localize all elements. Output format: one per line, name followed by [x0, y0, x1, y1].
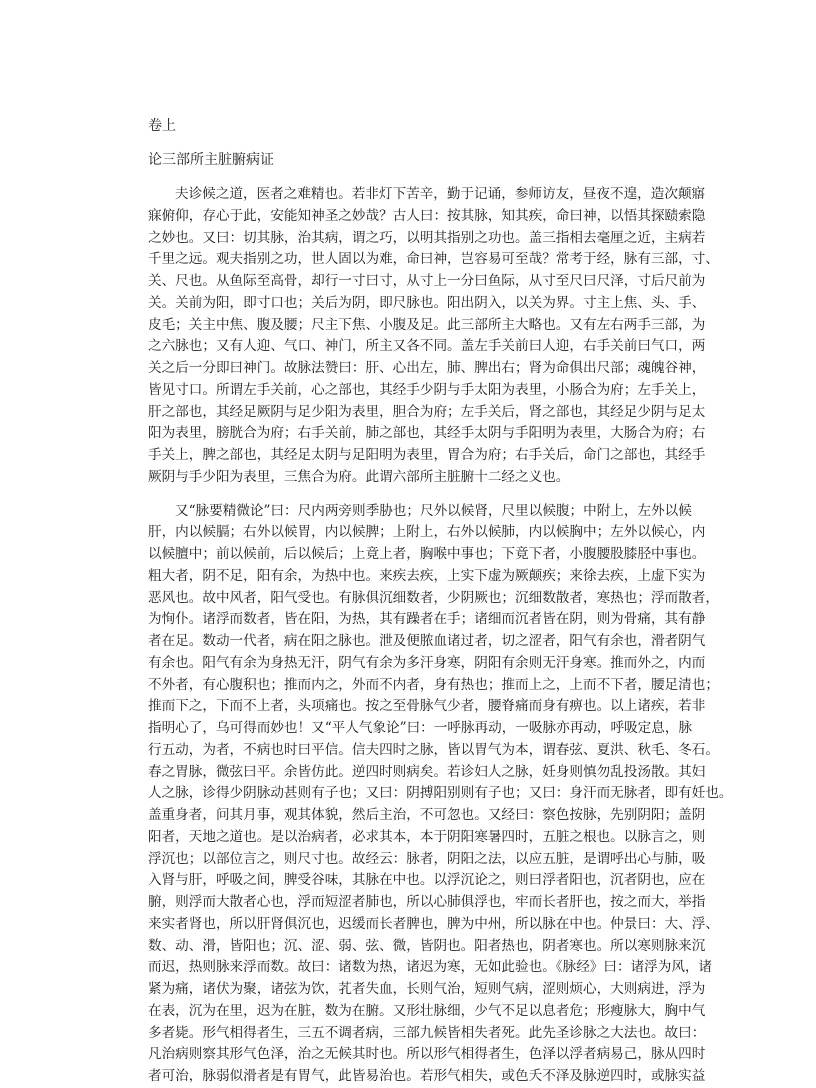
text-line: 千里之远。观夫指别之功，世人固以为难，命曰神，岂容易可至哉？常考于经，脉有三部，寸、 — [148, 251, 719, 268]
volume-heading: 卷上 — [148, 118, 176, 134]
text-line: 夫诊候之道，医者之难精也。若非灯下苦辛，勤于记诵，参师访友，昼夜不遑，造次颠寤 — [175, 186, 706, 202]
text-line: 皮毛；关主中焦、腹及腰；尺主下焦、小腹及足。此三部所主大略也。又有左右两手三部，为 — [148, 316, 706, 333]
document-body — [148, 184, 733, 1088]
text-line: 肝，内以候膈；右外以候胃，内以候脾；上附上，右外以候肺，内以候胸中；左外以候心，内 — [148, 524, 706, 541]
text-line: 者可治，脉弱似滑者是有胃气，此皆易治也。若形气相失，或色夭不泽及脉逆四时，或脉实益 — [148, 1068, 706, 1084]
text-line: 关。关前为阳，即寸口也；关后为阴，即尺脉也。阳出阴入，以关为界。寸主上焦、头、手、 — [148, 294, 706, 311]
text-line: 浮沉也；以部位言之，则尺寸也。故经云：脉者，阴阳之法，以应五脏，是谓呼出心与肺，吸 — [148, 850, 706, 867]
text-line: 推而下之，下而不上者，头项痛也。按之至骨脉气少者，腰脊痛而身有痹也。以上诸疾，若非 — [148, 698, 706, 715]
text-line: 之妙也。又曰：切其脉，治其病，谓之巧，以明其指别之功也。盖三指相去毫厘之近，主病若 — [148, 229, 706, 246]
text-line: 手关上，脾之部也，其经足太阴与足阳明为表里，胃合为府；右手关后，命门之部也，其经手 — [148, 447, 706, 463]
text-line: 有余也。阳气有余为身热无汗，阴气有余为多汗身寒，阴阳有余则无汗身寒。推而外之，内而 — [148, 654, 706, 671]
text-line: 在表，沉为在里，迟为在脏，数为在腑。又形壮脉细，少气不足以息者危；形瘦脉大，胸中气 — [148, 1002, 706, 1019]
text-line: 行五动，为者，不病也时曰平信。信夫四时之脉，皆以胃气为本，谓春弦、夏洪、秋毛、冬石。 — [148, 741, 719, 758]
text-line: 关之后一分即曰神门。故脉法赞曰：肝、心出左，肺、脾出右；肾为命俱出尺部；魂魄谷神， — [148, 360, 706, 376]
text-line: 来实者肾也，所以肝肾俱沉也，迟缓而长者脾也，脾为中州，所以脉在中也。仲景曰：大、浮、 — [148, 915, 719, 932]
text-line: 又“脉要精微论”曰：尺内两旁则季胁也；尺外以候肾，尺里以候腹；中附上，左外以候 — [175, 502, 692, 519]
text-line: 关、尺也。从鱼际至高骨，却行一寸曰寸，从寸上一分曰鱼际，从寸至尺曰尺泽，寸后尺前为 — [148, 273, 706, 289]
text-line: 以候膻中；前以候前，后以候后；上竟上者，胸喉中事也；下竟下者，小腹腰股膝胫中事也。 — [148, 546, 706, 562]
text-line: 为恂仆。诸浮而数者，皆在阳，为热，其有躁者在手；诸细而沉者皆在阴，则为骨痛，其有静 — [148, 611, 706, 628]
text-line: 皆见寸口。所谓左手关前，心之部也，其经手少阴与手太阳为表里，小肠合为府；左手关上， — [148, 381, 706, 398]
text-line: 春之胃脉，微弦曰平。余皆仿此。逆四时则病矣。若诊妇人之脉，妊身则慎勿乱投汤散。其妇 — [148, 763, 706, 780]
text-line: 而迟，热则脉来浮而数。故曰：诸数为热，诸迟为寒，无如此验也。《脉经》曰：诸浮为风，诸 — [148, 959, 713, 976]
text-line: 恶风也。故中风者，阳气受也。有脉俱沉细数者，少阴厥也；沉细数散者，寒热也；浮而散者， — [148, 589, 719, 606]
text-line: 寐俯仰，存心于此，安能知神圣之妙哉？古人曰：按其脉，知其疾，命曰神，以悟其探赜索隐 — [148, 207, 706, 224]
text-line: 盖重身者，问其月事，观其体貌，然后主治，不可忽也。又经曰：察色按脉，先别阴阳；盖阴 — [148, 807, 706, 823]
text-line: 入肾与肝，呼吸之间，脾受谷味，其脉在中也。以浮沉论之，则曰浮者阳也，沉者阴也，应在 — [148, 872, 706, 889]
paragraph — [148, 501, 733, 1088]
text-line: 肝之部也，其经足厥阴与足少阳为表里，胆合为府；左手关后，肾之部也，其经足少阴与足太 — [148, 403, 706, 420]
text-line: 腑，则浮而大散者心也，浮而短涩者肺也，所以心肺俱浮也，牢而长者肝也，按之而大，举指 — [148, 894, 706, 910]
text-line: 数、动、滑，皆阳也；沉、涩、弱、弦、微，皆阴也。阳者热也，阴者寒也。所以寒则脉来沉 — [148, 937, 706, 954]
text-line: 指明心了，乌可得而妙也！又“平人气象论”曰：一呼脉再动，一吸脉亦再动，呼吸定息，脉 — [148, 720, 693, 736]
text-line: 粗大者，阴不足，阳有余，为热中也。来疾去疾，上实下虚为厥颠疾；来徐去疾，上虚下实为 — [148, 567, 706, 584]
text-line: 多者毙。形气相得者生，三五不调者病，三部九候皆相失者死。此先圣诊脉之大法也。故曰： — [148, 1024, 706, 1041]
text-line: 厥阴与手少阳为表里，三焦合为府。此谓六部所主脏腑十二经之义也。 — [148, 468, 570, 485]
paragraph — [148, 184, 719, 489]
text-line: 不外者，有心腹积也；推而内之，外而不内者，身有热也；推而上之，上而不下者，腰足清也； — [148, 676, 719, 693]
text-line: 阳为表里，膀胱合为府；右手关前，肺之部也，其经手太阴与手阳明为表里，大肠合为府；右 — [148, 425, 706, 442]
text-line: 人之脉，诊得少阴脉动甚则有子也；又曰：阴搏阳别则有子也；又曰：身汗而无脉者，即有妊也。 — [148, 785, 733, 802]
text-line: 阳者，天地之道也。是以治病者，必求其本，本于阴阳寒暑四时，五脏之根也。以脉言之，则 — [148, 828, 706, 845]
text-line: 紧为痛，诸伏为聚，诸弦为饮，芤者失血，长则气治，短则气病，涩则烦心，大则病进，浮为 — [148, 981, 706, 997]
text-line: 者在足。数动一代者，病在阳之脉也。泄及便脓血诸过者，切之涩者，阳气有余也，滑者阴气 — [148, 633, 706, 649]
chapter-title: 论三部所主脏腑病证 — [148, 152, 274, 168]
text-line: 凡治病则察其形气色泽，治之无候其时也。所以形气相得者生，色泽以浮者病易己，脉从四时 — [148, 1046, 706, 1063]
text-line: 之六脉也；又有人迎、气口、神门，所主又各不同。盖左手关前曰人迎，右手关前曰气口，两 — [148, 338, 706, 355]
